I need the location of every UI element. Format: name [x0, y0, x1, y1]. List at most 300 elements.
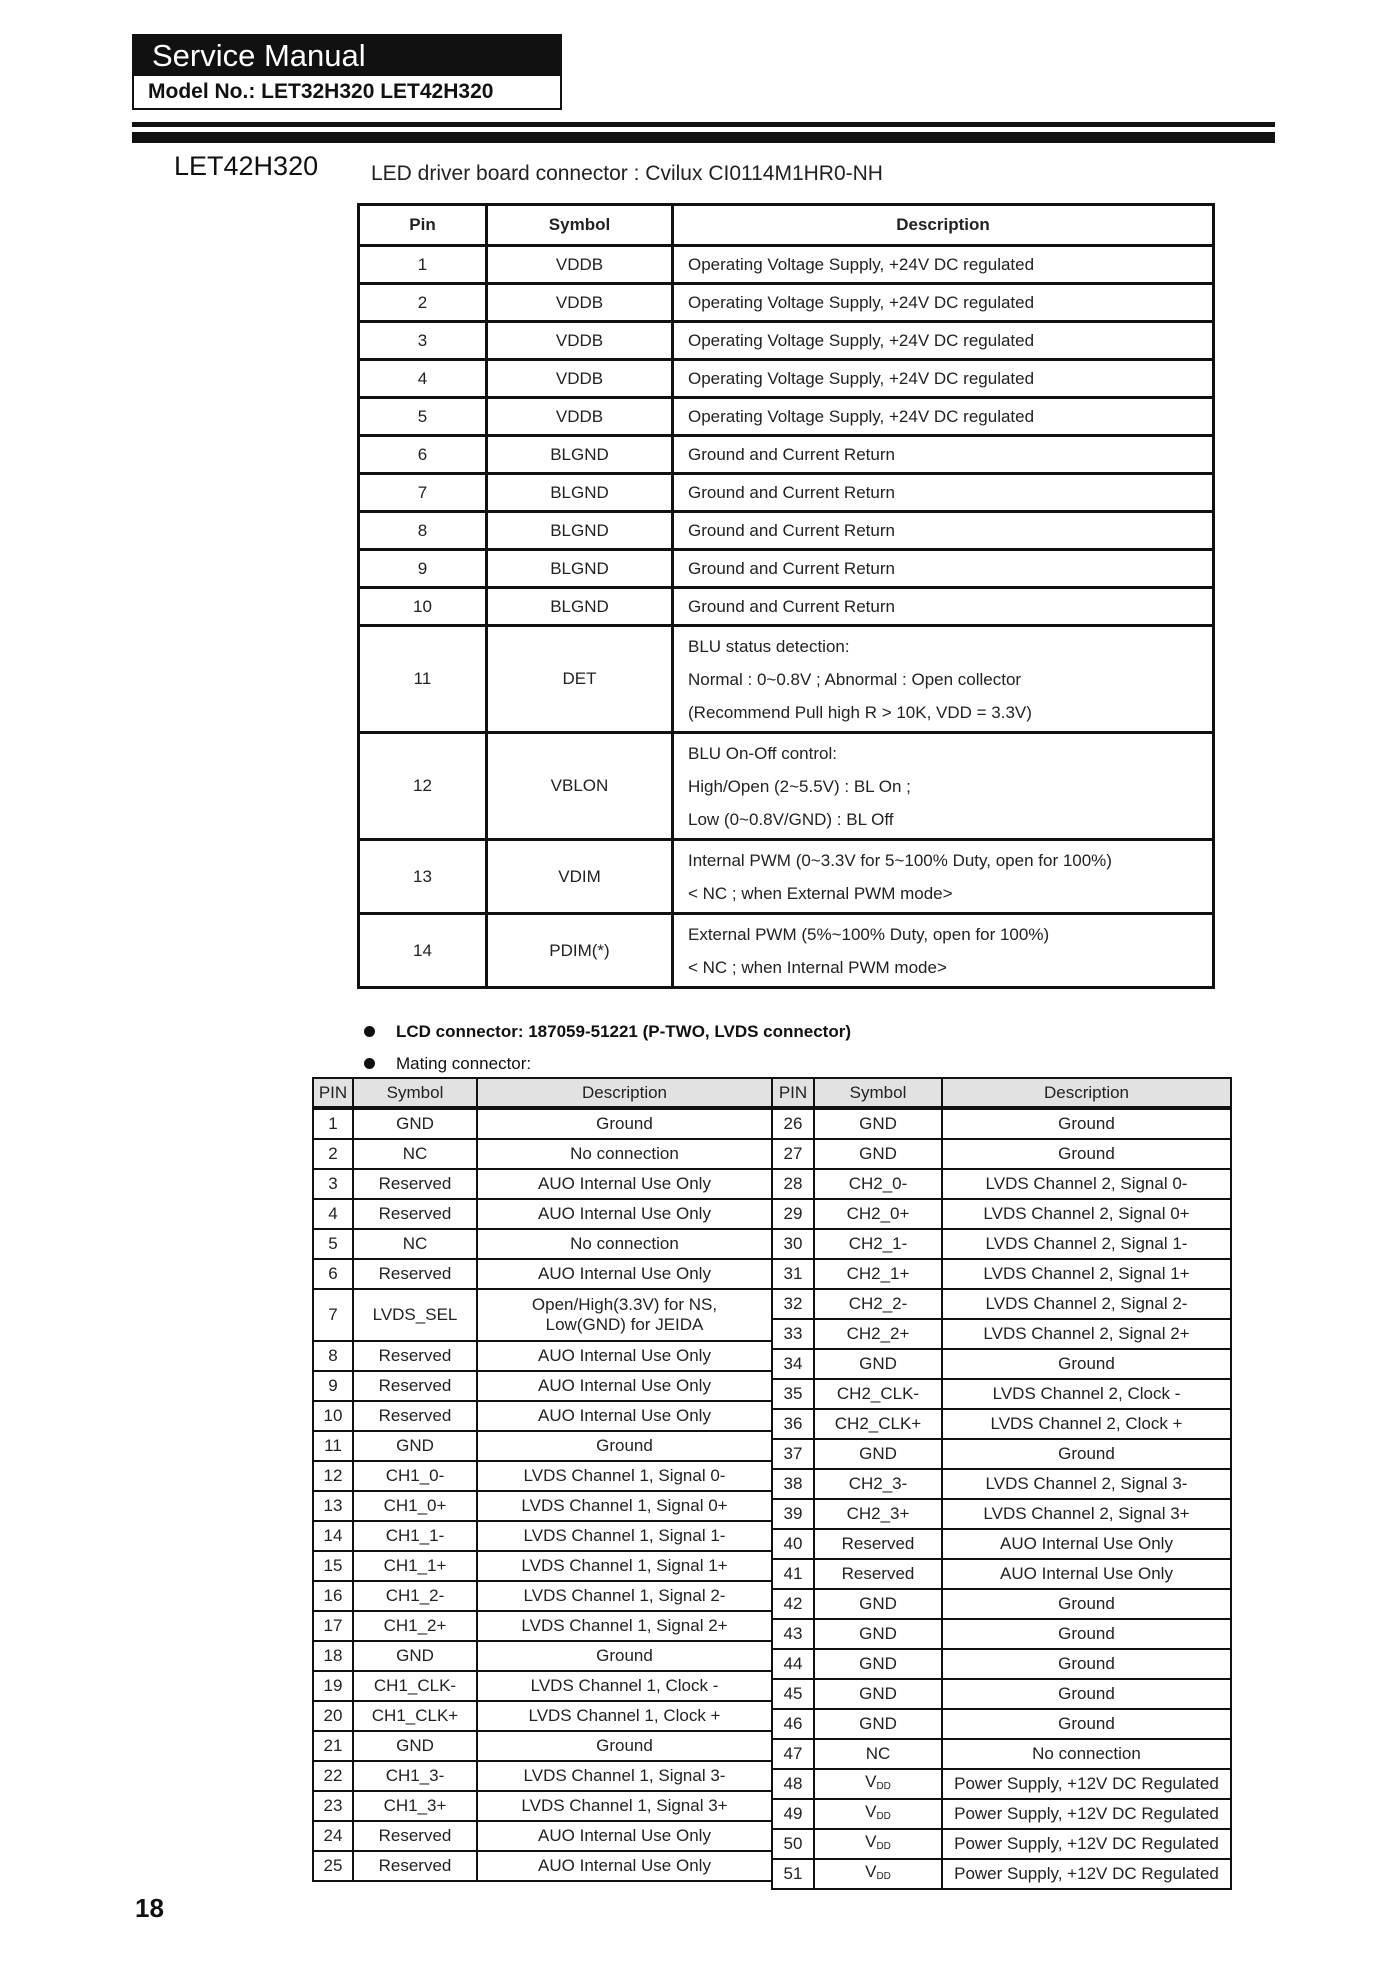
description-cell	[477, 1139, 772, 1169]
table-row	[772, 1439, 1231, 1469]
table-row	[359, 914, 1214, 988]
description-line: BLU status detection:	[688, 636, 850, 656]
symbol-subscript: DD	[876, 1840, 891, 1852]
description-line: Power Supply, +12V DC Regulated	[954, 1774, 1219, 1793]
description-line: Ground	[1058, 1624, 1115, 1643]
manual-title: Service Manual	[134, 36, 560, 76]
table-row	[313, 1108, 772, 1139]
pin-cell: 4	[313, 1199, 353, 1229]
symbol-cell: BLGND	[487, 588, 673, 626]
description-cell	[942, 1559, 1231, 1589]
pin-cell: 45	[772, 1679, 814, 1709]
table-row	[772, 1499, 1231, 1529]
description-cell	[477, 1821, 772, 1851]
symbol-cell: CH1_2-	[353, 1581, 477, 1611]
pin-cell: 3	[313, 1169, 353, 1199]
description-line: Ground	[1058, 1684, 1115, 1703]
table-row	[359, 284, 1214, 322]
description-cell	[942, 1859, 1231, 1889]
pin-cell: 31	[772, 1259, 814, 1289]
table-row	[313, 1851, 772, 1881]
table-row	[359, 322, 1214, 360]
description-cell	[673, 588, 1214, 626]
pin-cell: 7	[313, 1289, 353, 1341]
pin-cell: 12	[313, 1461, 353, 1491]
pin-cell: 37	[772, 1439, 814, 1469]
lcd-connector-notes	[362, 1016, 851, 1080]
symbol-cell: BLGND	[487, 436, 673, 474]
symbol-cell: CH2_0-	[814, 1169, 942, 1199]
pin-cell: 34	[772, 1349, 814, 1379]
pin-cell: 12	[359, 733, 487, 840]
symbol-cell: CH2_2-	[814, 1289, 942, 1319]
pin-cell: 10	[359, 588, 487, 626]
description-line: LVDS Channel 2, Clock -	[992, 1384, 1181, 1403]
description-line: Ground	[596, 1646, 653, 1665]
table-row	[772, 1229, 1231, 1259]
description-line: Operating Voltage Supply, +24V DC regulated	[688, 331, 1035, 350]
symbol-cell: GND	[814, 1439, 942, 1469]
pin-cell: 3	[359, 322, 487, 360]
pin-cell: 13	[313, 1491, 353, 1521]
table-row	[313, 1289, 772, 1341]
description-cell	[477, 1401, 772, 1431]
description-cell	[477, 1371, 772, 1401]
description-line: Open/High(3.3V) for NS,	[531, 1295, 718, 1314]
description-cell	[942, 1199, 1231, 1229]
table-row	[772, 1559, 1231, 1589]
col-header-description: Description	[673, 205, 1214, 246]
pin-cell: 6	[313, 1259, 353, 1289]
table-row	[772, 1799, 1231, 1829]
bullet-mating-connector	[362, 1048, 851, 1080]
symbol-cell: Reserved	[353, 1199, 477, 1229]
pin-cell: 35	[772, 1379, 814, 1409]
description-cell	[673, 733, 1214, 840]
table-row	[313, 1461, 772, 1491]
description-line: LVDS Channel 1, Signal 3+	[521, 1796, 728, 1815]
pin-cell: 9	[359, 550, 487, 588]
symbol-cell: GND	[814, 1649, 942, 1679]
pin-cell: 24	[313, 1821, 353, 1851]
table-row	[359, 512, 1214, 550]
symbol-cell: CH2_1-	[814, 1229, 942, 1259]
description-line: LVDS Channel 2, Signal 2-	[985, 1294, 1188, 1313]
symbol-cell: CH1_0-	[353, 1461, 477, 1491]
symbol-cell: DET	[487, 626, 673, 733]
symbol-cell: CH1_1-	[353, 1521, 477, 1551]
description-cell	[942, 1379, 1231, 1409]
col-header-description: Description	[942, 1078, 1231, 1108]
description-cell	[673, 626, 1214, 733]
bullet-lcd-connector	[362, 1016, 851, 1048]
description-cell	[477, 1611, 772, 1641]
description-cell	[673, 474, 1214, 512]
description-cell	[942, 1108, 1231, 1139]
symbol-cell: GND	[814, 1589, 942, 1619]
description-line: LVDS Channel 1, Signal 3-	[523, 1766, 726, 1785]
symbol-cell: NC	[353, 1229, 477, 1259]
description-line: AUO Internal Use Only	[538, 1856, 711, 1875]
symbol-subscript: DD	[876, 1870, 891, 1882]
description-cell	[942, 1409, 1231, 1439]
symbol-cell	[814, 1769, 942, 1799]
table-row	[359, 360, 1214, 398]
pin-cell: 11	[313, 1431, 353, 1461]
symbol-cell: Reserved	[814, 1529, 942, 1559]
lcd-pin-table-right	[771, 1077, 1232, 1890]
pin-cell: 28	[772, 1169, 814, 1199]
symbol-cell: GND	[814, 1139, 942, 1169]
description-cell	[477, 1761, 772, 1791]
description-cell	[477, 1581, 772, 1611]
description-line: Ground	[1058, 1114, 1115, 1133]
description-line: Ground	[596, 1736, 653, 1755]
pin-cell: 18	[313, 1641, 353, 1671]
description-line: Ground	[1058, 1354, 1115, 1373]
description-line: < NC ; when External PWM mode>	[688, 883, 953, 903]
pin-cell: 46	[772, 1709, 814, 1739]
description-cell	[477, 1521, 772, 1551]
symbol-subscript: DD	[876, 1810, 891, 1822]
description-cell	[942, 1439, 1231, 1469]
table-row	[313, 1139, 772, 1169]
table-row	[772, 1319, 1231, 1349]
table-row	[359, 474, 1214, 512]
col-header-description: Description	[477, 1078, 772, 1108]
description-cell	[942, 1259, 1231, 1289]
pin-cell: 23	[313, 1791, 353, 1821]
symbol-cell: Reserved	[814, 1559, 942, 1589]
description-line: AUO Internal Use Only	[538, 1264, 711, 1283]
pin-cell: 32	[772, 1289, 814, 1319]
description-line: AUO Internal Use Only	[1000, 1534, 1173, 1553]
description-cell	[477, 1641, 772, 1671]
description-line: LVDS Channel 1, Signal 0-	[523, 1466, 726, 1485]
table-row	[313, 1611, 772, 1641]
symbol-cell: Reserved	[353, 1371, 477, 1401]
symbol-cell: Reserved	[353, 1259, 477, 1289]
pin-cell: 5	[359, 398, 487, 436]
description-line: AUO Internal Use Only	[538, 1204, 711, 1223]
description-line: LVDS Channel 2, Signal 1-	[985, 1234, 1188, 1253]
description-cell	[942, 1169, 1231, 1199]
table-row	[772, 1469, 1231, 1499]
description-cell	[942, 1709, 1231, 1739]
symbol-cell: GND	[353, 1431, 477, 1461]
symbol-cell: CH2_0+	[814, 1199, 942, 1229]
description-line: < NC ; when Internal PWM mode>	[688, 957, 947, 977]
pin-cell: 8	[313, 1341, 353, 1371]
description-line: Ground	[1058, 1444, 1115, 1463]
led-driver-pin-table	[357, 203, 1215, 989]
description-line: No connection	[570, 1144, 679, 1163]
pin-cell: 17	[313, 1611, 353, 1641]
symbol-cell: Reserved	[353, 1821, 477, 1851]
pin-cell: 49	[772, 1799, 814, 1829]
led-connector-caption: LED driver board connector : Cvilux CI0114M1HR0-NH	[371, 162, 883, 185]
pin-cell: 1	[313, 1108, 353, 1139]
table-row	[313, 1371, 772, 1401]
table-row	[313, 1229, 772, 1259]
description-line: LVDS Channel 2, Signal 0-	[985, 1174, 1188, 1193]
symbol-cell: BLGND	[487, 512, 673, 550]
description-cell	[942, 1799, 1231, 1829]
symbol-text: V	[865, 1801, 877, 1821]
symbol-subscript: DD	[876, 1780, 891, 1792]
pin-cell: 7	[359, 474, 487, 512]
pin-cell: 15	[313, 1551, 353, 1581]
table-row	[772, 1589, 1231, 1619]
pin-cell: 29	[772, 1199, 814, 1229]
description-line: Ground and Current Return	[688, 559, 895, 578]
description-cell	[942, 1349, 1231, 1379]
table-row	[772, 1409, 1231, 1439]
description-cell	[673, 436, 1214, 474]
description-line: Power Supply, +12V DC Regulated	[954, 1804, 1219, 1823]
description-cell	[477, 1461, 772, 1491]
table-row	[313, 1641, 772, 1671]
col-header-symbol: Symbol	[353, 1078, 477, 1108]
description-cell	[477, 1229, 772, 1259]
symbol-cell	[814, 1829, 942, 1859]
pin-cell: 6	[359, 436, 487, 474]
table-row	[313, 1791, 772, 1821]
table-row	[313, 1521, 772, 1551]
symbol-cell: NC	[814, 1739, 942, 1769]
table-row	[772, 1529, 1231, 1559]
table-row	[313, 1671, 772, 1701]
description-line: Internal PWM (0~3.3V for 5~100% Duty, open for 100%)	[688, 850, 1112, 870]
description-line: LVDS Channel 1, Signal 1+	[521, 1556, 728, 1575]
description-line: Low(GND) for JEIDA	[545, 1315, 704, 1334]
description-cell	[942, 1229, 1231, 1259]
description-cell	[942, 1499, 1231, 1529]
symbol-cell: Reserved	[353, 1341, 477, 1371]
description-line: Ground	[1058, 1144, 1115, 1163]
description-line: Power Supply, +12V DC Regulated	[954, 1834, 1219, 1853]
table-row	[359, 246, 1214, 284]
symbol-cell: Reserved	[353, 1169, 477, 1199]
description-line: LVDS Channel 2, Signal 1+	[983, 1264, 1190, 1283]
pin-cell: 8	[359, 512, 487, 550]
table-row	[313, 1701, 772, 1731]
table-row	[313, 1199, 772, 1229]
symbol-cell: LVDS_SEL	[353, 1289, 477, 1341]
pin-cell: 20	[313, 1701, 353, 1731]
pin-cell: 9	[313, 1371, 353, 1401]
pin-cell: 19	[313, 1671, 353, 1701]
description-line: AUO Internal Use Only	[538, 1174, 711, 1193]
table-row	[359, 588, 1214, 626]
symbol-cell: BLGND	[487, 550, 673, 588]
pin-cell: 48	[772, 1769, 814, 1799]
description-cell	[942, 1139, 1231, 1169]
pin-cell: 10	[313, 1401, 353, 1431]
pin-cell: 2	[313, 1139, 353, 1169]
symbol-cell: Reserved	[353, 1401, 477, 1431]
table-row	[359, 626, 1214, 733]
description-line: Operating Voltage Supply, +24V DC regulated	[688, 255, 1035, 274]
description-cell	[477, 1671, 772, 1701]
table-row	[772, 1859, 1231, 1889]
symbol-cell: GND	[814, 1709, 942, 1739]
symbol-cell: GND	[353, 1108, 477, 1139]
table-row	[313, 1169, 772, 1199]
table-row	[313, 1259, 772, 1289]
description-line: Ground and Current Return	[688, 445, 895, 464]
description-line: LVDS Channel 2, Signal 3-	[985, 1474, 1188, 1493]
page-number: 18	[135, 1893, 164, 1923]
description-cell	[477, 1169, 772, 1199]
description-cell	[942, 1769, 1231, 1799]
symbol-text: V	[865, 1831, 877, 1851]
pin-cell: 44	[772, 1649, 814, 1679]
symbol-cell: CH1_CLK+	[353, 1701, 477, 1731]
pin-cell: 25	[313, 1851, 353, 1881]
symbol-cell	[814, 1799, 942, 1829]
table-row	[772, 1739, 1231, 1769]
description-cell	[477, 1731, 772, 1761]
description-cell	[477, 1341, 772, 1371]
description-cell	[673, 246, 1214, 284]
table-row	[359, 733, 1214, 840]
description-line: AUO Internal Use Only	[1000, 1564, 1173, 1583]
symbol-cell: VBLON	[487, 733, 673, 840]
description-cell	[673, 322, 1214, 360]
description-line: No connection	[1032, 1744, 1141, 1763]
description-cell	[477, 1701, 772, 1731]
col-header-pin: PIN	[313, 1078, 353, 1108]
bullet-dot-icon	[364, 1058, 375, 1069]
symbol-cell: GND	[814, 1349, 942, 1379]
description-cell	[673, 914, 1214, 988]
bullet-text: Mating connector:	[396, 1054, 532, 1073]
description-cell	[477, 1108, 772, 1139]
description-line: Ground and Current Return	[688, 597, 895, 616]
table-row	[772, 1349, 1231, 1379]
symbol-cell: CH2_3-	[814, 1469, 942, 1499]
symbol-cell: GND	[814, 1679, 942, 1709]
symbol-cell: GND	[814, 1108, 942, 1139]
symbol-cell: PDIM(*)	[487, 914, 673, 988]
pin-cell: 40	[772, 1529, 814, 1559]
table-row	[313, 1341, 772, 1371]
table-row	[772, 1139, 1231, 1169]
description-cell	[942, 1589, 1231, 1619]
pin-cell: 1	[359, 246, 487, 284]
symbol-cell: CH1_3-	[353, 1761, 477, 1791]
symbol-cell: CH1_2+	[353, 1611, 477, 1641]
description-line: LVDS Channel 2, Signal 3+	[983, 1504, 1190, 1523]
description-cell	[942, 1649, 1231, 1679]
description-line: BLU On-Off control:	[688, 743, 837, 763]
symbol-cell: GND	[814, 1619, 942, 1649]
pin-cell: 14	[313, 1521, 353, 1551]
col-header-pin: Pin	[359, 205, 487, 246]
description-cell	[942, 1679, 1231, 1709]
pin-cell: 33	[772, 1319, 814, 1349]
description-cell	[942, 1529, 1231, 1559]
pin-cell: 50	[772, 1829, 814, 1859]
model-numbers: Model No.: LET32H320 LET42H320	[148, 80, 494, 103]
table-row	[772, 1649, 1231, 1679]
pin-cell: 14	[359, 914, 487, 988]
symbol-cell: VDDB	[487, 284, 673, 322]
description-line: Power Supply, +12V DC Regulated	[954, 1864, 1219, 1883]
description-line: External PWM (5%~100% Duty, open for 100%)	[688, 924, 1050, 944]
symbol-cell: CH2_CLK-	[814, 1379, 942, 1409]
description-cell	[477, 1289, 772, 1341]
description-cell	[477, 1851, 772, 1881]
description-line: LVDS Channel 1, Signal 2+	[521, 1616, 728, 1635]
symbol-cell: BLGND	[487, 474, 673, 512]
description-cell	[673, 398, 1214, 436]
table-row	[772, 1108, 1231, 1139]
description-line: AUO Internal Use Only	[538, 1826, 711, 1845]
table-row	[313, 1731, 772, 1761]
symbol-cell: CH1_0+	[353, 1491, 477, 1521]
description-line: Operating Voltage Supply, +24V DC regulated	[688, 293, 1035, 312]
description-line: AUO Internal Use Only	[538, 1406, 711, 1425]
symbol-cell: CH2_2+	[814, 1319, 942, 1349]
description-line: High/Open (2~5.5V) : BL On ;	[688, 776, 911, 796]
table-row	[772, 1829, 1231, 1859]
symbol-cell: VDDB	[487, 360, 673, 398]
pin-cell: 51	[772, 1859, 814, 1889]
pin-cell: 38	[772, 1469, 814, 1499]
description-cell	[673, 512, 1214, 550]
description-line: LVDS Channel 1, Clock -	[530, 1676, 719, 1695]
symbol-cell: CH2_1+	[814, 1259, 942, 1289]
symbol-cell: VDDB	[487, 246, 673, 284]
pin-cell: 4	[359, 360, 487, 398]
table-row	[359, 398, 1214, 436]
table-row	[359, 436, 1214, 474]
description-line: Ground and Current Return	[688, 483, 895, 502]
symbol-cell: CH1_1+	[353, 1551, 477, 1581]
symbol-text: V	[865, 1771, 877, 1791]
description-cell	[477, 1259, 772, 1289]
table-row	[313, 1431, 772, 1461]
description-line: LVDS Channel 2, Signal 0+	[983, 1204, 1190, 1223]
description-line: Operating Voltage Supply, +24V DC regulated	[688, 369, 1035, 388]
header-box	[132, 34, 562, 110]
description-line: LVDS Channel 2, Signal 2+	[983, 1324, 1190, 1343]
description-line: Ground	[596, 1114, 653, 1133]
pin-cell: 16	[313, 1581, 353, 1611]
description-cell	[477, 1199, 772, 1229]
description-line: LVDS Channel 1, Signal 1-	[523, 1526, 726, 1545]
symbol-cell: VDDB	[487, 322, 673, 360]
pin-cell: 42	[772, 1589, 814, 1619]
header-rule-thin	[132, 122, 1275, 127]
description-cell	[477, 1551, 772, 1581]
symbol-cell: VDDB	[487, 398, 673, 436]
description-line: LVDS Channel 2, Clock +	[990, 1414, 1183, 1433]
symbol-cell: CH2_CLK+	[814, 1409, 942, 1439]
pin-cell: 21	[313, 1731, 353, 1761]
description-line: Low (0~0.8V/GND) : BL Off	[688, 809, 894, 829]
description-cell	[942, 1739, 1231, 1769]
table-row	[313, 1401, 772, 1431]
table-row	[772, 1199, 1231, 1229]
pin-cell: 22	[313, 1761, 353, 1791]
description-cell	[942, 1289, 1231, 1319]
table-row	[772, 1379, 1231, 1409]
description-line: Ground	[1058, 1654, 1115, 1673]
table-row	[772, 1169, 1231, 1199]
